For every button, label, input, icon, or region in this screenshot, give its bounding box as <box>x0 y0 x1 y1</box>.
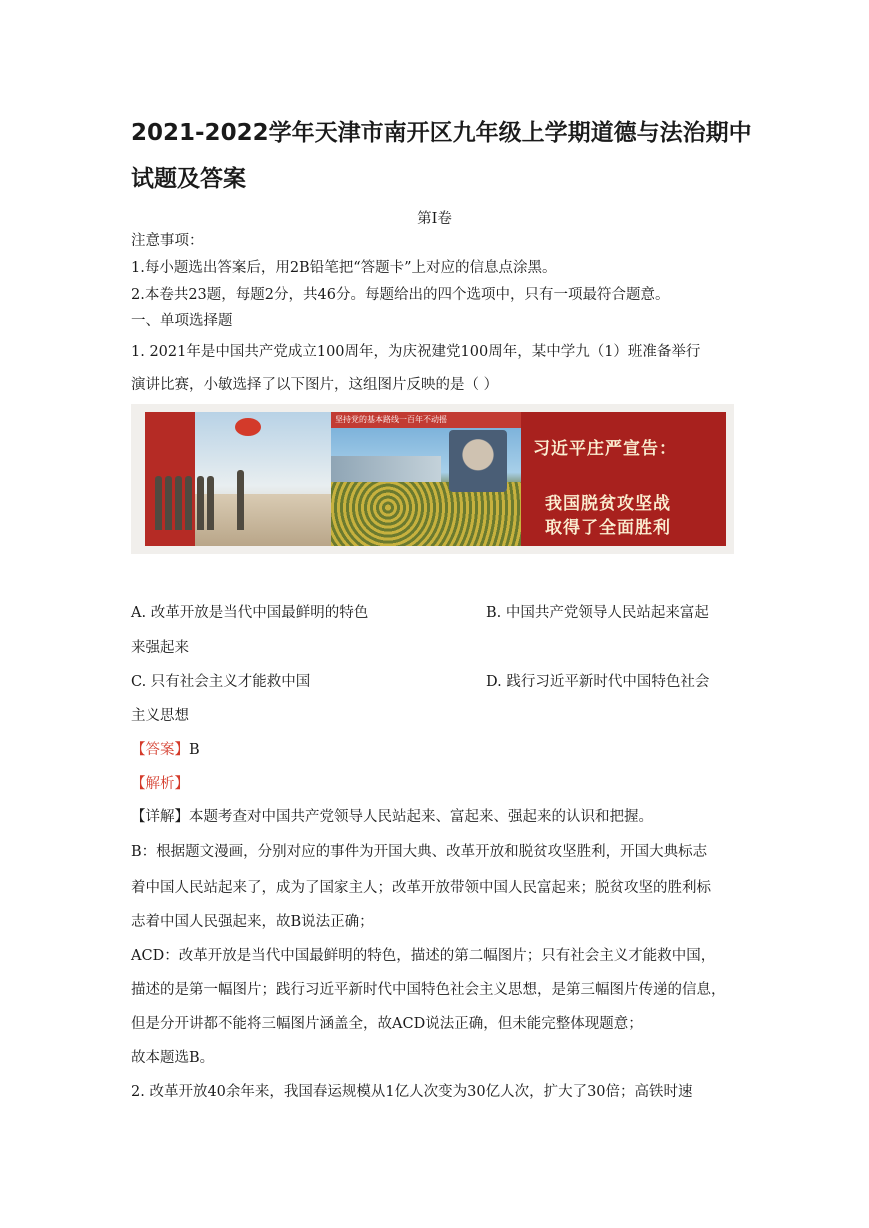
explain-acd-line3: 但是分开讲都不能将三幅图片涵盖全，故ACD说法正确，但未能完整体现题意； <box>131 1016 643 1032</box>
q1-answer <box>131 738 200 759</box>
explain-acd-line2: 描述的是第一幅图片；践行习近平新时代中国特色社会主义思想，是第三幅图片传递的信息， <box>131 982 726 998</box>
q1-option-d-line1: D. 践行习近平新时代中国特色社会 <box>486 674 710 690</box>
q1-detail <box>131 805 653 826</box>
portrait-image <box>449 430 507 492</box>
q1-option-c: C. 只有社会主义才能救中国 <box>131 674 311 690</box>
document-title-line2: 试题及答案 <box>131 166 246 192</box>
answer-label: 【答案】 <box>131 742 189 758</box>
notes-item-2: 2.本卷共23题，每题2分，共46分。每题给出的四个选项中，只有一项最符合题意。 <box>131 287 670 303</box>
picture-caption: 坚持党的基本路线一百年不动摇 <box>331 412 521 428</box>
q1-picture <box>131 404 734 554</box>
picture-poverty-victory <box>521 412 726 546</box>
explain-b-line3: 志着中国人民强起来，故B说法正确； <box>131 914 374 930</box>
notes-item-1: 1.每小题选出答案后，用2B铅笔把“答题卡”上对应的信息点涂黑。 <box>131 260 557 276</box>
document-title-line1: 2021-2022学年天津市南开区九年级上学期道德与法治期中 <box>131 120 752 146</box>
notes-heading: 注意事项： <box>131 233 204 249</box>
analysis-label: 【解析】 <box>131 776 189 792</box>
section-label: 第Ⅰ卷 <box>417 211 452 227</box>
q1-option-a: A. 改革开放是当代中国最鲜明的特色 <box>131 605 369 621</box>
explain-b-line1: B：根据题文漫画，分别对应的事件为开国大典、改革开放和脱贫攻坚胜利，开国大典标志 <box>131 844 708 860</box>
picture-text-victory <box>545 492 671 540</box>
explain-acd-line1: ACD：改革开放是当代中国最鲜明的特色，描述的第二幅图片；只有社会主义才能救中国， <box>131 948 716 964</box>
picture-text-announcement: 习近平庄严宣告： <box>533 439 677 459</box>
answer-value: B <box>189 742 200 758</box>
detail-text: 本题考查对中国共产党领导人民站起来、富起来、强起来的认识和把握。 <box>189 809 653 825</box>
picture-text-victory-line1: 我国脱贫攻坚战 <box>545 494 671 514</box>
conclusion: 故本题选B。 <box>131 1050 215 1066</box>
part-heading: 一、单项选择题 <box>131 313 233 329</box>
q1-option-b-line1: B. 中国共产党领导人民站起来富起 <box>486 605 709 621</box>
q1-option-b-line2: 来强起来 <box>131 640 189 656</box>
picture-reform-opening <box>331 412 521 546</box>
q1-option-d-line2: 主义思想 <box>131 708 189 724</box>
detail-label: 【详解】 <box>131 809 189 825</box>
q2-stem-line1: 2. 改革开放40余年来，我国春运规模从1亿人次变为30亿人次，扩大了30倍；高铁时速 <box>131 1084 693 1100</box>
picture-text-victory-line2: 取得了全面胜利 <box>545 518 671 538</box>
picture-founding-ceremony <box>145 412 331 546</box>
q1-stem-line1: 1. 2021年是中国共产党成立100周年，为庆祝建党100周年，某中学九（1）班准备举行 <box>131 344 701 360</box>
explain-b-line2: 着中国人民站起来了，成为了国家主人；改革开放带领中国人民富起来；脱贫攻坚的胜利标 <box>131 880 711 896</box>
q1-stem-line2: 演讲比赛，小敏选择了以下图片，这组图片反映的是（ ） <box>131 377 499 393</box>
